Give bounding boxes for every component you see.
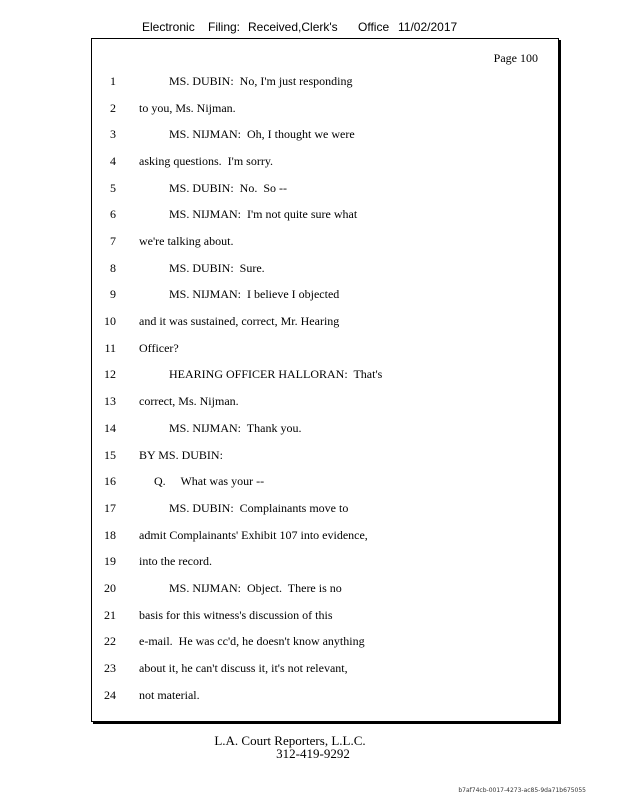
transcript-line-text: and it was sustained, correct, Mr. Hearing <box>139 314 340 328</box>
line-number: 1 <box>110 74 116 88</box>
line-number: 17 <box>104 501 116 515</box>
line-number: 8 <box>110 261 116 275</box>
line-number: 19 <box>104 554 116 568</box>
line-number: 23 <box>104 661 116 675</box>
line-number: 12 <box>104 367 116 381</box>
transcript-line-text: correct, Ms. Nijman. <box>139 394 239 408</box>
court-reporter-company: L.A. Court Reporters, L.L.C. <box>214 733 366 748</box>
transcript-page <box>91 38 559 722</box>
line-number: 5 <box>110 181 116 195</box>
line-number: 18 <box>104 528 116 542</box>
transcript-line-text: MS. NIJMAN: Oh, I thought we were <box>139 127 355 141</box>
line-number: 6 <box>110 207 116 221</box>
transcript-line-text: to you, Ms. Nijman. <box>139 101 236 115</box>
filing-word-received-clerks: Received,Clerk's <box>248 20 338 34</box>
transcript-line-text: we're talking about. <box>139 234 234 248</box>
transcript-line-text: MS. NIJMAN: Thank you. <box>139 421 302 435</box>
transcript-line-text: admit Complainants' Exhibit 107 into evidence, <box>139 528 368 542</box>
line-number: 4 <box>110 154 116 168</box>
transcript-line-text: MS. DUBIN: No. So -- <box>139 181 288 195</box>
transcript-line-text: MS. NIJMAN: I believe I objected <box>139 287 340 301</box>
line-number: 9 <box>110 287 116 301</box>
transcript-line-text: BY MS. DUBIN: <box>139 448 223 462</box>
line-number: 22 <box>104 634 116 648</box>
line-number: 20 <box>104 581 116 595</box>
transcript-line-text: Q. What was your -- <box>139 474 265 488</box>
court-reporter-phone: 312-419-9292 <box>276 746 350 761</box>
transcript-line-text: MS. DUBIN: No, I'm just responding <box>139 74 353 88</box>
line-number: 21 <box>104 608 116 622</box>
transcript-line-text: not material. <box>139 688 200 702</box>
transcript-line-text: MS. NIJMAN: I'm not quite sure what <box>139 207 358 221</box>
line-number: 2 <box>110 101 116 115</box>
transcript-line-text: HEARING OFFICER HALLORAN: That's <box>139 367 383 381</box>
transcript-line-text: MS. DUBIN: Sure. <box>139 261 265 275</box>
filing-word-office: Office <box>358 20 390 34</box>
transcript-line-text: MS. NIJMAN: Object. There is no <box>139 581 342 595</box>
document-hash: b7af74cb-0017-4273-ac85-9da71b675055 <box>458 787 586 794</box>
transcript-line-text: asking questions. I'm sorry. <box>139 154 274 168</box>
line-number: 11 <box>104 341 116 355</box>
line-number: 7 <box>110 234 116 248</box>
transcript-line-text: MS. DUBIN: Complainants move to <box>139 501 349 515</box>
line-number: 13 <box>104 394 116 408</box>
filing-word-electronic: Electronic <box>142 20 195 34</box>
line-number: 15 <box>104 448 116 462</box>
transcript-line-text: into the record. <box>139 554 212 568</box>
transcript-line-text: e-mail. He was cc'd, he doesn't know anything <box>139 634 365 648</box>
filing-date: 11/02/2017 <box>398 20 458 34</box>
line-number: 16 <box>104 474 116 488</box>
line-number: 24 <box>104 688 116 702</box>
page-number: Page 100 <box>493 51 538 65</box>
line-number: 14 <box>104 421 116 435</box>
transcript-line-text: basis for this witness's discussion of this <box>139 608 333 622</box>
filing-word-filing: Filing: <box>208 20 241 34</box>
line-number: 3 <box>110 127 116 141</box>
transcript-line-text: about it, he can't discuss it, it's not relevant, <box>139 661 348 675</box>
line-number: 10 <box>104 314 116 328</box>
transcript-line-text: Officer? <box>139 341 179 355</box>
